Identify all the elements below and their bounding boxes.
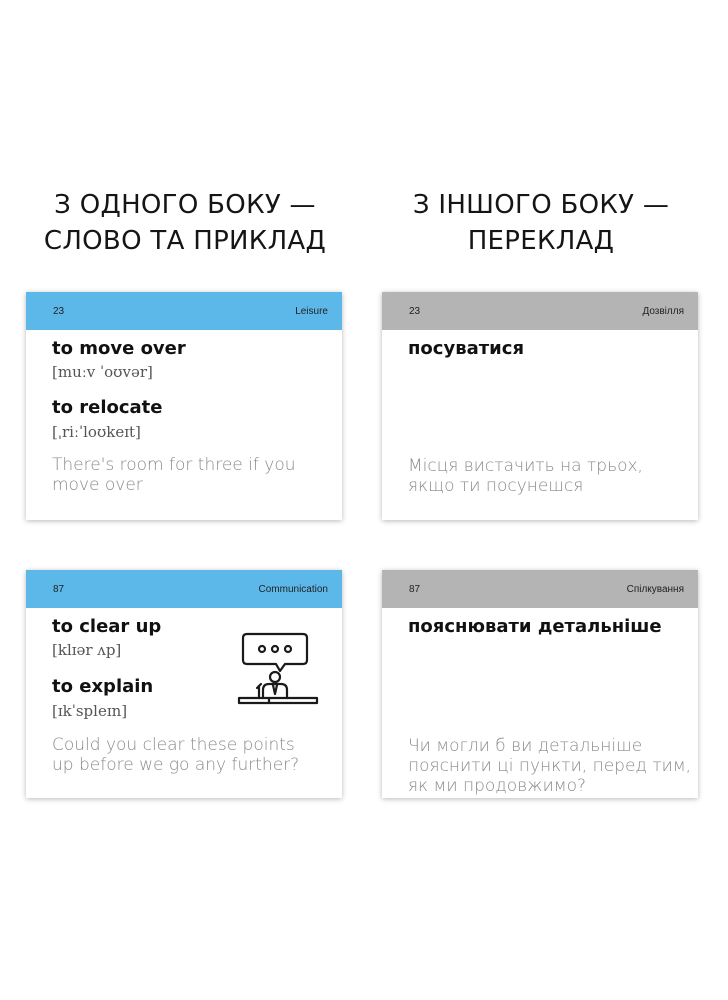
card-category: Дозвілля — [642, 305, 684, 317]
example-line: Місця вистачить на трьох, — [408, 456, 643, 476]
card-example — [52, 455, 326, 495]
card-header — [382, 570, 698, 608]
card-category: Communication — [258, 583, 328, 595]
example-line: якщо ти посунешся — [408, 476, 584, 496]
card-number: 87 — [409, 583, 421, 595]
heading-back-side — [374, 187, 708, 259]
example-line: move over — [52, 475, 143, 495]
example-line: up before we go any further? — [52, 755, 300, 775]
example-line: як ми продовжимо? — [408, 776, 587, 796]
card-word: to move over — [52, 338, 186, 359]
card-word: to clear up — [52, 616, 162, 637]
card-word: to explain — [52, 676, 154, 697]
example-line: Could you clear these points — [52, 735, 295, 755]
card-translation: пояснювати детальніше — [408, 616, 662, 637]
card-header — [26, 570, 342, 608]
flashcard-front — [26, 292, 342, 520]
heading-front-side — [20, 187, 350, 259]
flashcard-back — [382, 292, 698, 520]
card-header — [26, 292, 342, 330]
flashcard-front — [26, 570, 342, 798]
card-category: Leisure — [295, 305, 328, 317]
heading-line: ПЕРЕКЛАД — [467, 226, 615, 256]
example-line: There's room for three if you — [52, 455, 296, 475]
card-number: 87 — [53, 583, 65, 595]
card-transcription: [klɪər ʌp] — [52, 641, 122, 659]
card-transcription: [ɪkˈspleɪn] — [52, 702, 128, 720]
flashcard-back — [382, 570, 698, 798]
presenter-speech-bubble-icon — [233, 632, 323, 708]
card-word: to relocate — [52, 397, 163, 418]
card-number: 23 — [409, 305, 421, 317]
card-number: 23 — [53, 305, 65, 317]
heading-line: З ОДНОГО БОКУ — — [54, 190, 316, 220]
heading-line: З ІНШОГО БОКУ — — [412, 190, 670, 220]
card-transcription: [muːv ˈoʊvər] — [52, 363, 153, 381]
card-header — [382, 292, 698, 330]
card-transcription: [ˌriːˈloʊkeɪt] — [52, 423, 141, 441]
card-category: Спілкування — [626, 583, 684, 595]
heading-line: СЛОВО ТА ПРИКЛАД — [43, 226, 327, 256]
example-line: пояснити ці пункти, перед тим, — [408, 756, 692, 776]
card-translation: посуватися — [408, 338, 525, 359]
card-example — [408, 736, 692, 796]
card-example — [52, 735, 326, 775]
example-line: Чи могли б ви детальніше — [408, 736, 643, 756]
card-example — [408, 456, 682, 496]
